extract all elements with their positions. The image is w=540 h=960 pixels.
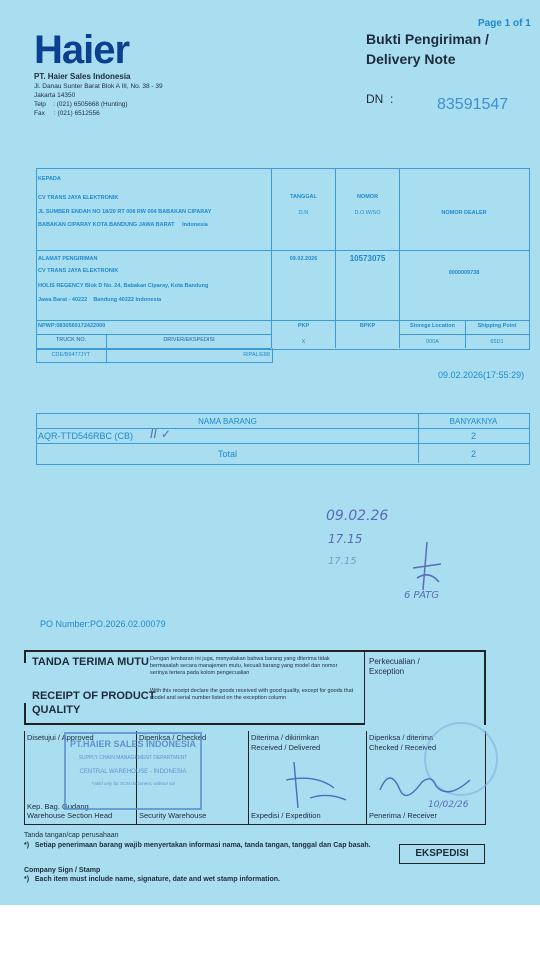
- receipt-title-id: TANDA TERIMA MUTU: [32, 656, 149, 668]
- haier-logo: Haier: [34, 28, 130, 72]
- storage-label: Storege Location: [410, 323, 455, 329]
- print-timestamp: 09.02.2026(17:55:29): [438, 370, 525, 380]
- stamp-line-4: *Valid only for SCM document, without val: [91, 781, 175, 786]
- footer-company-sign: Company Sign / Stamp: [24, 867, 101, 874]
- sig-approved: Disetujui / Approved: [27, 733, 94, 742]
- storage-value: 000A: [426, 339, 439, 345]
- company-fax: Fax : (021) 6512556: [34, 110, 100, 117]
- ekspedisi-badge: EKSPEDISI: [399, 844, 485, 864]
- total-label: Total: [217, 449, 237, 459]
- sig-received-1: Diperiksa / diterima: [369, 733, 434, 742]
- total-value: 2: [470, 449, 476, 459]
- sig-receiver: Penerima / Receiver: [369, 811, 437, 820]
- expedition-signature: [276, 752, 362, 812]
- receipt-text-id: Dengan lembaran ini juga, menyatakan bahwa barang yang diterima tidak bermasalah secara manajemen mutu, kecuali barang yang model dan nomor serinya tertera pada kolom pengecualian: [150, 656, 338, 676]
- sig-head-2: Warehouse Section Head: [27, 811, 113, 820]
- truck-value: CDE/B9477JYT: [51, 352, 91, 358]
- npwp-label: NPWP:0830569172422000: [38, 323, 106, 329]
- pkp-label: PKP: [297, 323, 310, 329]
- check-mark: II ✓: [150, 427, 171, 441]
- sig-checked: Diperiksa / Checked: [139, 733, 207, 742]
- dealer-number: 0000009738: [448, 270, 480, 276]
- stamp-line-1: PT.HAIER SALES INDONESIA: [69, 739, 197, 749]
- shipping-label: ALAMAT PENGIRIMAN: [38, 256, 98, 262]
- shipping-point-label: Shipping Point: [477, 323, 517, 329]
- handwritten-qty-note: 6 PATG: [404, 590, 440, 601]
- shipping-date: 09.02.2026: [289, 256, 318, 262]
- stamp-line-2: SUPPLY CHAIN MANAGEMENT DEPARTMENT: [78, 755, 188, 761]
- company-phone: Telp : (021) 6505668 (Hunting): [34, 101, 128, 108]
- stamp-line-3: CENTRAL WAREHOUSE - INDONESIA: [79, 769, 187, 775]
- dealer-label: NOMOR DEALER: [441, 210, 487, 216]
- company-name: PT. Haier Sales Indonesia: [34, 72, 131, 81]
- recipient-address-2: BABAKAN CIPARAY KOTA BANDUNG JAWA BARAT Indonesia: [38, 222, 208, 228]
- kepada-label: KEPADA: [38, 176, 61, 182]
- shipping-address-1: HOLIS REGENCY Blok D No. 24, Babakan Ciparay, Kota Bandung: [38, 283, 209, 289]
- receipt-title-en-1: RECEIPT OF PRODUCT: [32, 690, 156, 702]
- pkp-value: X: [301, 339, 306, 345]
- bpkp-label: BPKP: [359, 323, 376, 329]
- handwritten-signature-1: [405, 538, 447, 594]
- doc-title-id: Bukti Pengiriman /: [366, 31, 489, 47]
- receipt-title-en-2: QUALITY: [32, 704, 81, 716]
- sig-delivered-1: Diterima / dikirimkan: [251, 733, 319, 742]
- recipient-name: CV TRANS JAYA ELEKTRONIK: [38, 195, 119, 201]
- dn-value: 83591547: [437, 96, 509, 113]
- footer-stamp-label: Tanda tangan/cap perusahaan: [24, 832, 119, 839]
- tanggal-label: TANGGAL: [290, 194, 317, 200]
- company-address-2: Jakarta 14350: [34, 92, 76, 99]
- item-row-1-qty: 2: [470, 431, 476, 441]
- sig-received-2: Checked / Received: [369, 743, 437, 752]
- nomor-value: D.O.W/SO: [354, 210, 381, 216]
- footer-note-id: *) Setiap penerimaan barang wajib menyertakan informasi nama, tanda tangan, tanggal dan Cap basah.: [24, 842, 371, 849]
- sig-head-1: Kep. Bag. Gudang: [27, 802, 89, 811]
- receipt-text-en: With this receipt declare the goods received with good quality, except for goods that model and serial number listed on the exception column: [150, 688, 354, 701]
- sig-delivered-2: Received / Delivered: [251, 743, 321, 752]
- po-number: PO Number:PO.2026.02.00079: [40, 619, 166, 629]
- exception-label-1: Perkecualian /: [369, 657, 420, 666]
- footer-note-en: *) Each item must include name, signature, date and wet stamp information.: [24, 876, 280, 883]
- handwritten-time-2: 17.15: [328, 556, 357, 567]
- shipping-point-value: 65D1: [490, 339, 504, 345]
- sig-security: Security Warehouse: [139, 811, 207, 820]
- truck-label: TRUCK NO.: [55, 337, 87, 343]
- warehouse-stamp: [64, 732, 202, 810]
- handwritten-time-1: 17.15: [328, 532, 363, 546]
- item-row-1-name: AQR-TTD546RBC (CB): [38, 431, 134, 441]
- col-quantity: BANYAKNYA: [449, 417, 498, 426]
- page-indicator: Page 1 of 1: [478, 18, 531, 29]
- tanggal-value: D.N: [298, 210, 309, 216]
- recipient-address-1: JL SUMBER ENDAH NO 18/20 RT 008 RW 004 BABAKAN CIPARAY: [38, 209, 212, 215]
- driver-label: DRIVER/EKSPEDISI: [163, 337, 215, 343]
- handwritten-date: 09.02.26: [326, 508, 389, 524]
- shipping-address-2: Jawa Barat - 40222 Bandung 40222 Indonesia: [38, 297, 162, 303]
- doc-title-en: Delivery Note: [366, 51, 456, 67]
- receiver-date: 10/02/26: [428, 800, 469, 810]
- shipping-name: CV TRANS JAYA ELEKTRONIK: [38, 268, 119, 274]
- driver-value: RIPAL/E88: [243, 352, 270, 358]
- sig-expedition: Expedisi / Expedition: [251, 811, 321, 820]
- col-item-name: NAMA BARANG: [198, 417, 257, 426]
- nomor-label: NOMOR: [356, 194, 379, 200]
- company-address-1: Jl. Danau Sunter Barat Blok A III, No. 38 - 39: [34, 83, 163, 90]
- exception-label-2: Exception: [369, 667, 405, 676]
- shipping-number: 10573075: [349, 254, 386, 263]
- dn-label: DN :: [366, 92, 394, 106]
